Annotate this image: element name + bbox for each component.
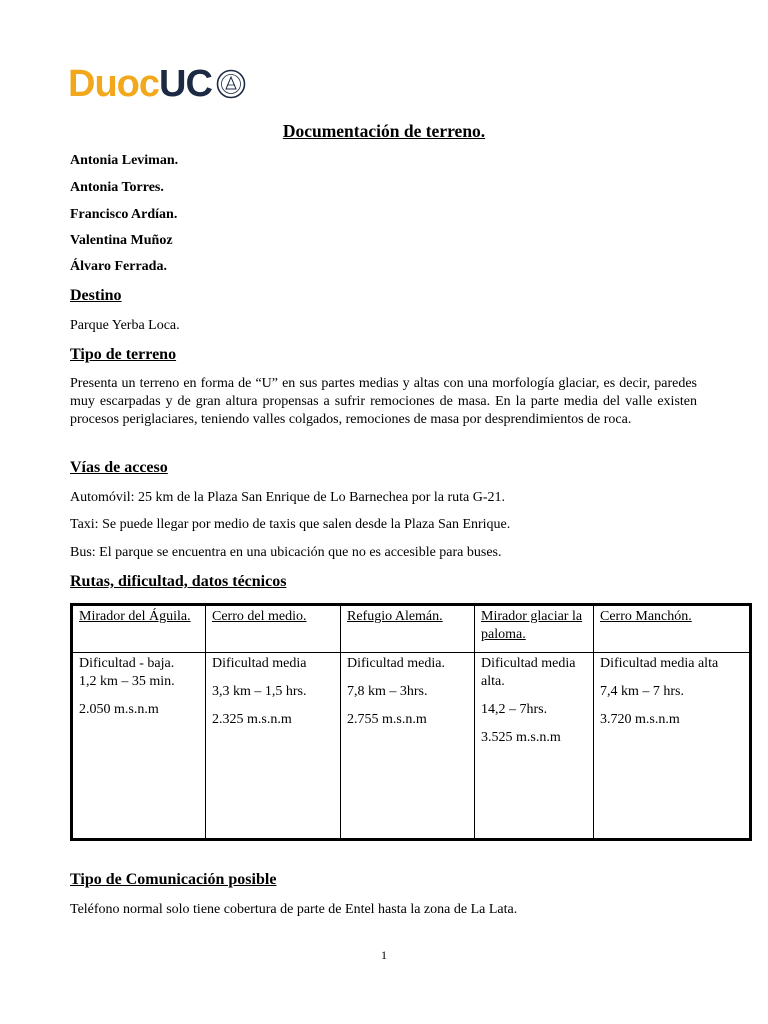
route-details-cell xyxy=(72,653,206,840)
route-name-cell xyxy=(341,605,475,653)
route-name-cell xyxy=(72,605,206,653)
author-name: Antonia Torres. xyxy=(70,180,164,195)
route-name: Cerro Manchón. xyxy=(600,609,692,624)
route-distance: 7,8 km – 3hrs. xyxy=(347,684,428,699)
author-name: Álvaro Ferrada. xyxy=(70,259,167,274)
author-name: Antonia Leviman. xyxy=(70,153,179,168)
route-difficulty: Dificultad media. xyxy=(347,656,445,671)
route-distance: 14,2 – 7hrs. xyxy=(481,702,548,717)
comunicacion-text: Teléfono normal solo tiene cobertura de parte de Entel hasta la zona de La Lata. xyxy=(70,902,518,917)
routes-table-header-row xyxy=(72,605,751,653)
author-name: Valentina Muñoz xyxy=(70,233,173,248)
route-details-cell xyxy=(475,653,594,840)
author-name: Francisco Ardían. xyxy=(70,207,178,222)
route-difficulty: Dificultad media xyxy=(212,656,307,671)
route-distance: 1,2 km – 35 min. xyxy=(79,674,175,689)
route-name: Mirador glaciar la paloma. xyxy=(481,609,583,642)
route-details-cell xyxy=(594,653,751,840)
route-altitude: 2.325 m.s.n.m xyxy=(212,712,292,727)
route-name: Refugio Alemán. xyxy=(347,609,443,624)
logo-wordmark: DuocUC xyxy=(68,63,212,105)
route-name: Cerro del medio. xyxy=(212,609,307,624)
page-number: 1 xyxy=(381,948,387,962)
routes-table xyxy=(70,603,752,841)
duocuc-logo xyxy=(68,60,246,108)
route-altitude: 2.050 m.s.n.m xyxy=(79,702,159,717)
tipo-terreno-text: Presenta un terreno en forma de “U” en sus partes medias y altas con una morfología glaciar, es decir, paredes muy escarpadas y de gran altura propensas a sufrir remociones de masa. En la parte media del valle existen procesos periglaciares, teniendo valles colgados, remociones de masa por desprendimientos de roca. xyxy=(70,376,697,427)
route-difficulty: Dificultad - baja. xyxy=(79,656,175,671)
route-name-cell xyxy=(206,605,341,653)
access-automovil-text: Automóvil: 25 km de la Plaza San Enrique de Lo Barnechea por la ruta G-21. xyxy=(70,490,506,505)
section-heading-vias-acceso: Vías de acceso xyxy=(70,459,168,476)
route-name-cell xyxy=(475,605,594,653)
route-details-cell xyxy=(206,653,341,840)
destino-text: Parque Yerba Loca. xyxy=(70,318,180,333)
route-name: Mirador del Águila. xyxy=(79,609,191,624)
route-altitude: 2.755 m.s.n.m xyxy=(347,712,427,727)
section-heading-destino: Destino xyxy=(70,287,122,304)
route-distance: 7,4 km – 7 hrs. xyxy=(600,684,684,699)
routes-table-details-row xyxy=(72,653,751,840)
route-details-cell xyxy=(341,653,475,840)
document-title: Documentación de terreno. xyxy=(282,121,486,141)
route-name-cell xyxy=(594,605,751,653)
route-altitude: 3.525 m.s.n.m xyxy=(481,730,561,745)
university-seal-icon xyxy=(216,69,246,99)
section-heading-rutas: Rutas, dificultad, datos técnicos xyxy=(70,573,287,590)
access-taxi-text: Taxi: Se puede llegar por medio de taxis que salen desde la Plaza San Enrique. xyxy=(70,517,511,532)
access-bus-text: Bus: El parque se encuentra en una ubicación que no es accesible para buses. xyxy=(70,545,502,560)
route-distance: 3,3 km – 1,5 hrs. xyxy=(212,684,307,699)
route-difficulty: Dificultad media alta xyxy=(600,656,719,671)
section-heading-comunicacion: Tipo de Comunicación posible xyxy=(70,871,277,888)
route-altitude: 3.720 m.s.n.m xyxy=(600,712,680,727)
route-difficulty: Dificultad media alta. xyxy=(481,656,576,689)
section-heading-tipo-terreno: Tipo de terreno xyxy=(70,346,177,363)
